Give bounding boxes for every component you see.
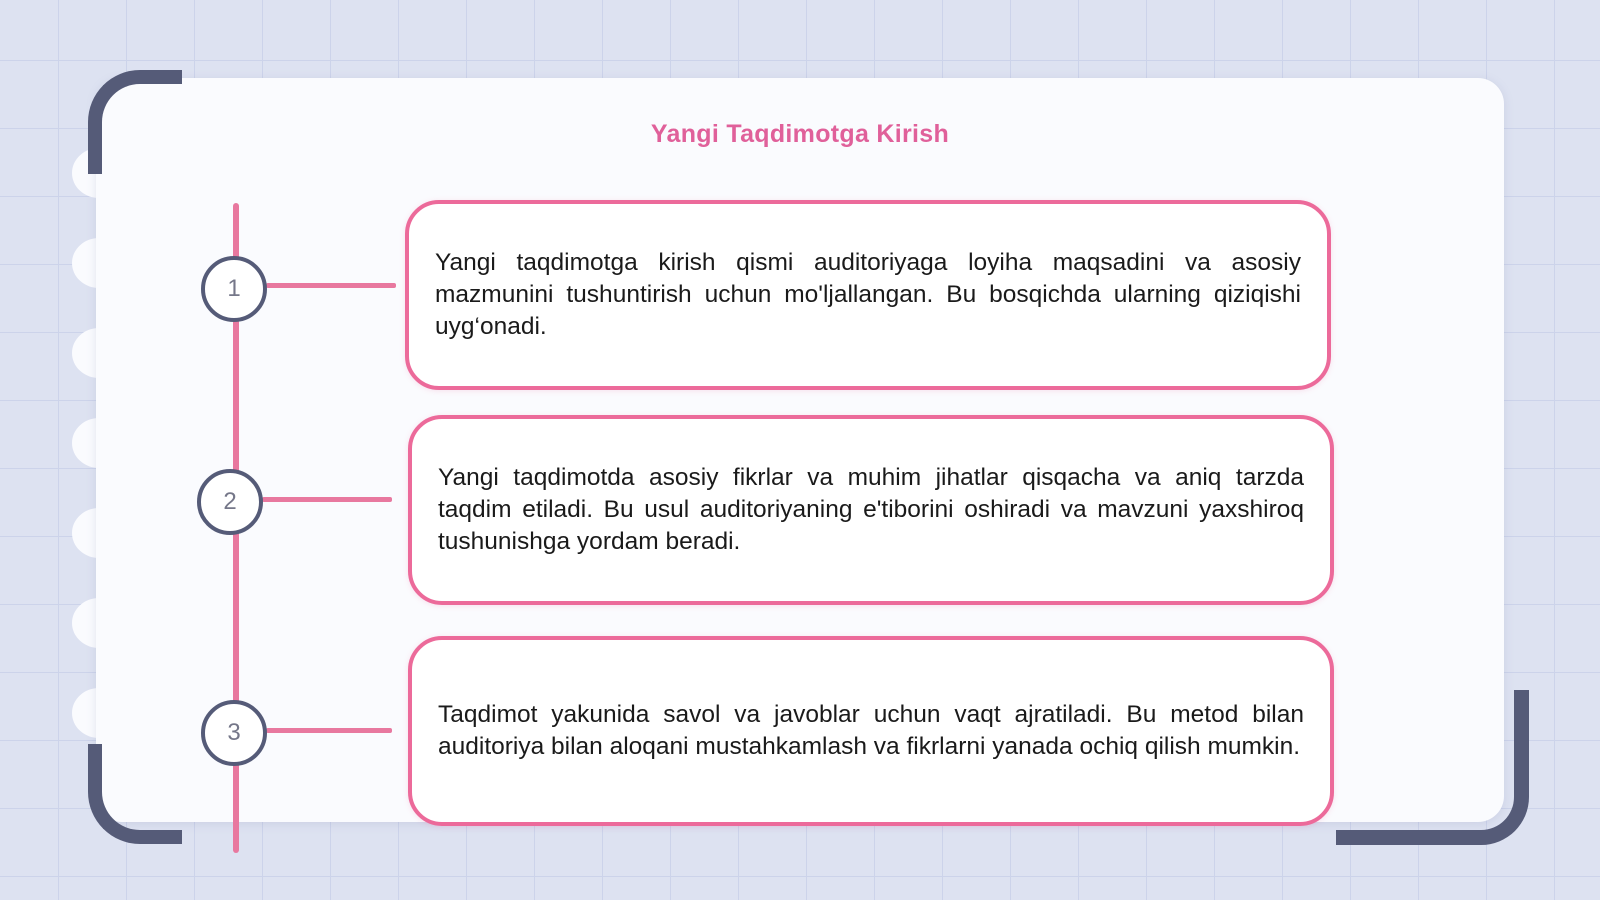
step-text-1: Yangi taqdimotga kirish qismi auditoriyaga loyiha maqsadini va asosiy mazmunini tushuntirish uchun mo'ljallangan. Bu bosqichda ularning qiziqishi uyg‘onadi. [435, 249, 1301, 340]
step-card-3 [408, 636, 1334, 826]
step-card-1 [405, 200, 1331, 390]
step-card-2 [408, 415, 1334, 605]
connector-3 [266, 728, 392, 733]
frame-corner-bottom-left [88, 744, 182, 844]
step-number-3: 3 [201, 700, 267, 766]
step-text-3: Taqdimot yakunida savol va javoblar uchun vaqt ajratiladi. Bu metod bilan auditoriya bilan aloqani mustahkamlash va fikrlarni yanada ochiq qilish mumkin. [438, 701, 1304, 760]
connector-2 [262, 497, 392, 502]
step-text-2: Yangi taqdimotda asosiy fikrlar va muhim jihatlar qisqacha va aniq tarzda taqdim etiladi. Bu usul auditoriyaning e'tiborini oshiradi va mavzuni yaxshiroq tushunishga yordam beradi. [438, 464, 1304, 555]
slide-title: Yangi Taqdimotga Kirish [650, 120, 950, 148]
step-number-1: 1 [201, 256, 267, 322]
step-number-2: 2 [197, 469, 263, 535]
connector-1 [266, 283, 396, 288]
frame-corner-bottom-right [1336, 690, 1529, 845]
